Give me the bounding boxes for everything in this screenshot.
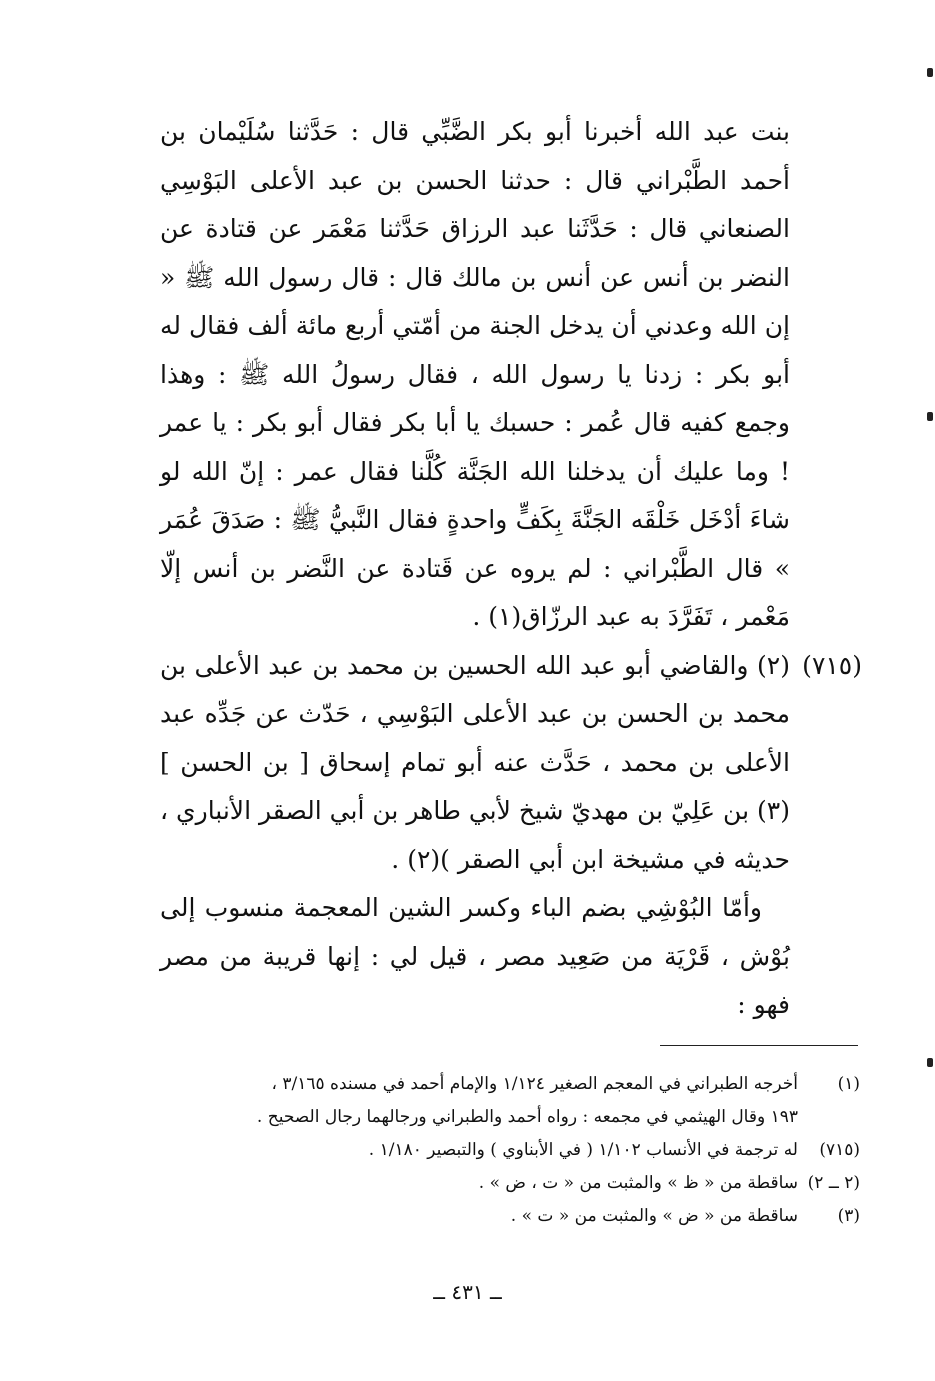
footnote-marker: (٧١٥) [819, 1140, 860, 1160]
footnote-715 [110, 1134, 860, 1167]
scan-edge-mark [927, 412, 933, 421]
footnote-2-2 [110, 1167, 860, 1200]
footnote-3 [110, 1200, 860, 1233]
footnote-1 [110, 1068, 860, 1101]
footnotes [110, 1068, 860, 1233]
footnote-text: له ترجمة في الأنساب ١/١٠٢ ( في الأبناوي ) والتبصير ١/١٨٠ . [368, 1140, 798, 1160]
entry-number: (٧١٥) [802, 650, 862, 680]
footnote-text: أخرجه الطبراني في المعجم الصغير ١/١٢٤ والإمام أحمد في مسنده ٣/١٦٥ ، [271, 1074, 798, 1094]
entry-text: (٢) والقاضي أبو عبد الله الحسين بن محمد بن عبد الأعلى بن محمد بن الحسن بن عبد الأعلى البَوْسِي ، حَدّث عن جَدِّه عبد الأعلى بن محمد ، حَدَّث عنه أبو تمام إسحاق [ بن الحسن ](٣) بن عَلِيّ بن مهديّ شيخ لأبي طاهر بن أبي الصقر الأنباري ، حديثه في مشيخة ابن أبي الصقر )(٢) . [160, 650, 790, 874]
footnote-marker: (١) [837, 1074, 860, 1094]
entry-715 [160, 642, 862, 885]
page-number: ــ ٤٣١ ــ [433, 1280, 502, 1304]
footnote-1-continuation: ١٩٣ وقال الهيثمي في مجمعه : رواه أحمد والطبراني ورجالهما رجال الصحيح . [256, 1107, 798, 1127]
footnote-marker: (٢ ــ ٢) [807, 1173, 860, 1193]
main-text [160, 108, 862, 1030]
scan-edge-mark [927, 1058, 933, 1067]
paragraph-bushi: وأمّا البُوْشِي بضم الباء وكسر الشين المعجمة منسوب إلى بُوْش ، قَرْيَة من صَعِيد مصر ، قيل لي : إنها قريبة من مصر فهو : [160, 893, 790, 1019]
footnote-text: ساقطة من « ض » والمثبت من « ت » . [510, 1206, 798, 1226]
footnote-text: ساقطة من « ظ » والمثبت من « ت ، ض » . [478, 1173, 798, 1193]
footnote-marker: (٣) [837, 1206, 860, 1226]
paragraph-hadith: بنت عبد الله أخبرنا أبو بكر الضَّبِّي قال : حَدَّثنا سُلَيْمان بن أحمد الطَّبْراني قال : حدثنا الحسن بن عبد الأعلى البَوْسِي الصنعاني قال : حَدَّثَنا عبد الرزاق حَدَّثنا مَعْمَر عن قتادة عن النضر بن أنس عن أنس بن مالك قال : قال رسول الله ﷺ « إن الله وعدني أن يدخل الجنة من أمّتي أربع مائة ألف فقال له أبو بكر : زدنا يا رسول الله ، فقال رسولُ الله ﷺ : وهذا وجمع كفيه قال عُمر : حسبك يا أبا بكر فقال أبو بكر : يا عمر ! وما عليك أن يدخلنا الله الجَنَّة كُلَّنا فقال عمر : إنّ الله لو شاءَ أدْخَل خَلْقَه الجَنَّةَ بِكَفٍّ واحدةٍ فقال النَّبيُّ ﷺ : صَدَقَ عُمَر » قال الطَّبْراني : لم يروه عن قَتادة عن النَّضر بن أنس إلّا مَعْمر ، تَفَرَّدَ به عبد الرزّاق(١) . [160, 117, 790, 631]
footnote-divider [660, 1045, 858, 1046]
scan-edge-mark [927, 68, 933, 77]
